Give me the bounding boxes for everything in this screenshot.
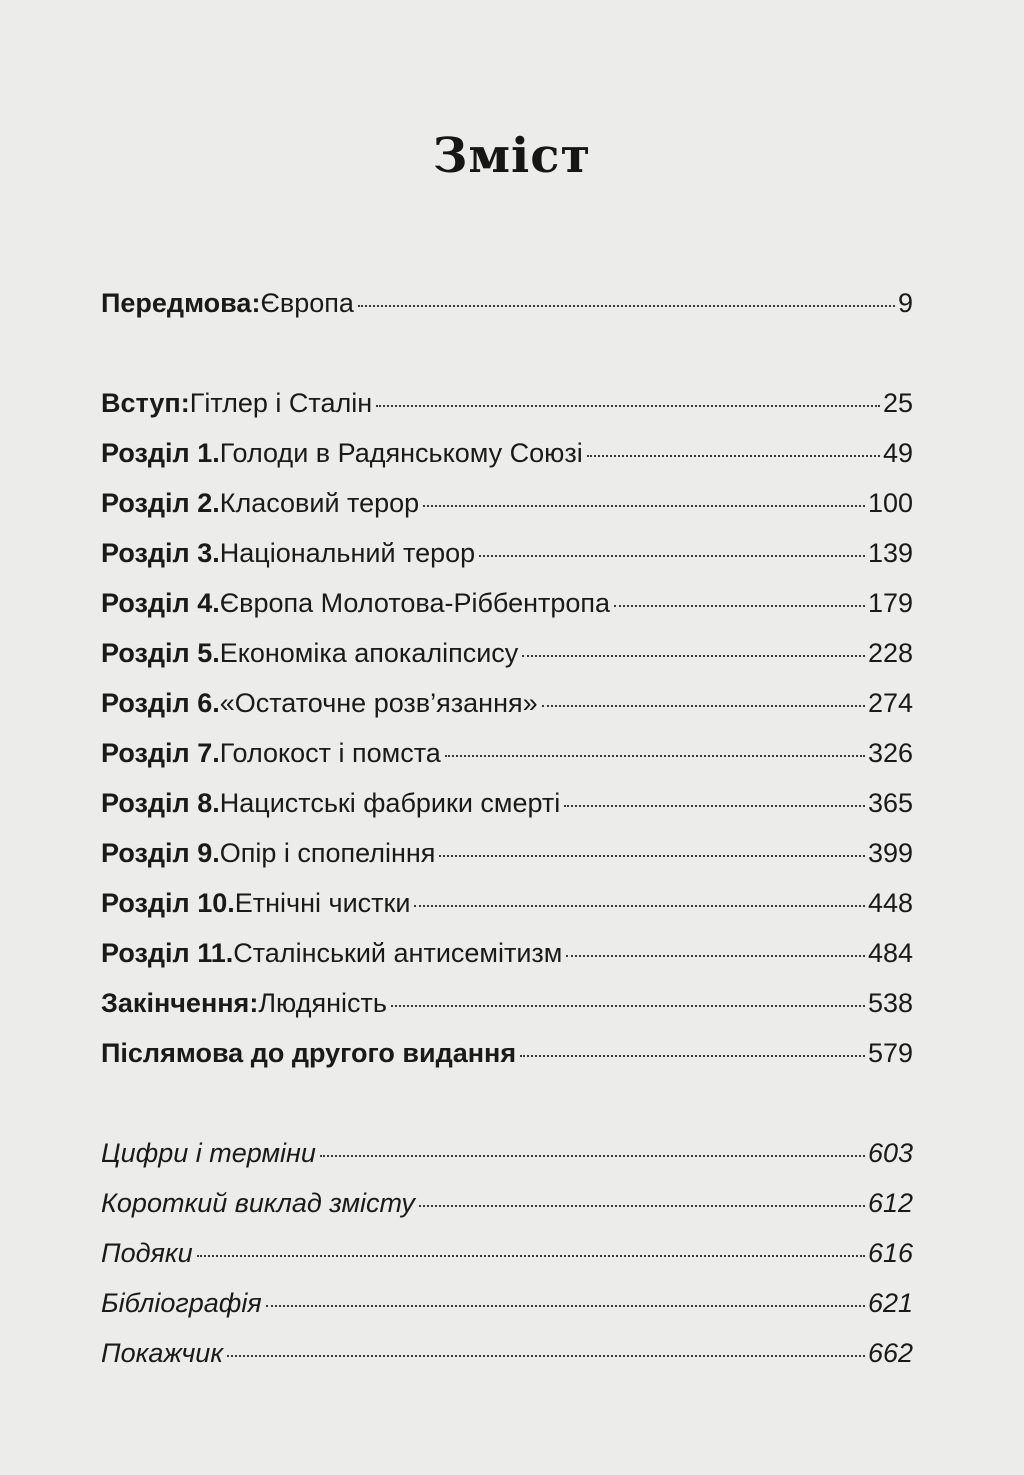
dot-leader: [227, 1355, 865, 1357]
toc-entry-chapter-8[interactable]: [101, 783, 913, 823]
toc-page-number: 228: [867, 638, 913, 668]
toc-entry-label: Економіка апокаліпсису: [219, 638, 519, 668]
toc-entry-conclusion[interactable]: [101, 983, 913, 1023]
toc-entry-bibliography[interactable]: [101, 1283, 913, 1323]
toc-entry-label: Національний терор: [219, 538, 476, 568]
toc-entry-label-bold: Розділ 1.: [101, 438, 220, 468]
dot-leader: [419, 1205, 865, 1207]
toc-entry-label-bold: Розділ 9.: [101, 838, 220, 868]
toc-entry-chapter-9[interactable]: [101, 833, 913, 873]
toc-entry-label: Голоди в Радянському Союзі: [219, 438, 583, 468]
toc-page-number: 326: [867, 738, 913, 768]
toc-entry-label-bold: Розділ 7.: [101, 738, 220, 768]
toc-entry-label-bold: Розділ 6.: [101, 688, 220, 718]
dot-leader: [445, 755, 865, 757]
toc-entry-label: Людяність: [258, 988, 387, 1018]
toc-entry-numbers-and-terms[interactable]: [101, 1133, 913, 1173]
toc-page-number: 25: [882, 388, 913, 418]
toc-entry-summary[interactable]: [101, 1183, 913, 1223]
toc-entry-label-bold: Розділ 8.: [101, 788, 220, 818]
page-title: Зміст: [432, 128, 592, 184]
toc-page-number: 616: [867, 1238, 913, 1268]
toc-entry-label: Опір і спопеління: [219, 838, 436, 868]
dot-leader: [564, 805, 865, 807]
dot-leader: [376, 405, 880, 407]
toc-entry-label-bold: Розділ 5.: [101, 638, 220, 668]
toc-entry-chapter-3[interactable]: [101, 533, 913, 573]
toc-entry-label-bold: Розділ 11.: [101, 938, 234, 968]
dot-leader: [197, 1255, 865, 1257]
toc-entry-label-bold: Розділ 10.: [101, 888, 235, 918]
toc-entry-chapter-6[interactable]: [101, 683, 913, 723]
dot-leader: [391, 1005, 865, 1007]
dot-leader: [614, 605, 865, 607]
toc-page-number: 274: [867, 688, 913, 718]
dot-leader: [320, 1155, 865, 1157]
toc-page-number: 399: [867, 838, 913, 868]
toc-page-number: 579: [867, 1038, 913, 1068]
dot-leader: [266, 1305, 865, 1307]
toc-entry-chapter-2[interactable]: [101, 483, 913, 523]
toc-page-number: 538: [867, 988, 913, 1018]
dot-leader: [479, 555, 865, 557]
toc-entry-label: Голокост і помста: [219, 738, 441, 768]
dot-leader: [423, 505, 865, 507]
dot-leader: [439, 855, 865, 857]
toc-entry-chapter-10[interactable]: [101, 883, 913, 923]
toc-page-number: 179: [867, 588, 913, 618]
toc-entry-label: Європа: [260, 288, 354, 318]
toc-entry-preface[interactable]: [101, 283, 913, 323]
dot-leader: [522, 655, 865, 657]
toc-entry-index[interactable]: [101, 1333, 913, 1373]
toc-entry-chapter-4[interactable]: [101, 583, 913, 623]
toc-entry-label: Гітлер і Сталін: [189, 388, 373, 418]
toc-entry-label: Європа Молотова-Ріббентропа: [219, 588, 611, 618]
toc-entry-label-bold: Розділ 4.: [101, 588, 220, 618]
dot-leader: [358, 305, 895, 307]
toc-entry-label-bold: Передмова:: [101, 288, 261, 318]
toc-entry-afterword[interactable]: [101, 1033, 913, 1073]
toc-entry-label-bold: Закінчення:: [101, 988, 259, 1018]
toc-entry-label: Сталінський антисемітизм: [233, 938, 563, 968]
toc-entry-label-bold: Вступ:: [101, 388, 190, 418]
toc-page-number: 139: [867, 538, 913, 568]
dot-leader: [542, 705, 865, 707]
toc-page-number: 603: [867, 1138, 913, 1168]
toc-page-number: 365: [867, 788, 913, 818]
toc-entry-label: Покажчик: [101, 1338, 224, 1368]
dot-leader: [520, 1055, 865, 1057]
toc-page-number: 9: [897, 288, 913, 318]
toc-entry-acknowledgements[interactable]: [101, 1233, 913, 1273]
dot-leader: [566, 955, 865, 957]
toc-entry-chapter-11[interactable]: [101, 933, 913, 973]
toc-entry-label: Нацистські фабрики смерті: [219, 788, 561, 818]
toc-page-number: 49: [882, 438, 913, 468]
toc-page-number: 612: [867, 1188, 913, 1218]
toc-page-number: 448: [867, 888, 913, 918]
toc-entry-label: Короткий виклад змісту: [101, 1188, 415, 1218]
toc-entry-label: Класовий терор: [219, 488, 420, 518]
toc-entry-label: «Остаточне розв’язання»: [219, 688, 538, 718]
toc-entry-label-bold: Розділ 2.: [101, 488, 220, 518]
toc-page-number: 662: [867, 1338, 913, 1368]
dot-leader: [414, 905, 865, 907]
toc-entry-introduction[interactable]: [101, 383, 913, 423]
toc-entry-chapter-5[interactable]: [101, 633, 913, 673]
toc-entry-chapter-1[interactable]: [101, 433, 913, 473]
toc-entry-label: Подяки: [101, 1238, 193, 1268]
toc-entry-label-bold: Розділ 3.: [101, 538, 220, 568]
toc-page-number: 621: [867, 1288, 913, 1318]
toc-entry-chapter-7[interactable]: [101, 733, 913, 773]
toc-entry-label: Бібліографія: [101, 1288, 262, 1318]
toc-entry-label: Післямова до другого видання: [101, 1038, 517, 1068]
toc-page-number: 484: [867, 938, 913, 968]
dot-leader: [587, 455, 880, 457]
toc-entry-label: Цифри і терміни: [101, 1138, 316, 1168]
toc-page-number: 100: [867, 488, 913, 518]
toc-entry-label: Етнічні чистки: [234, 888, 411, 918]
